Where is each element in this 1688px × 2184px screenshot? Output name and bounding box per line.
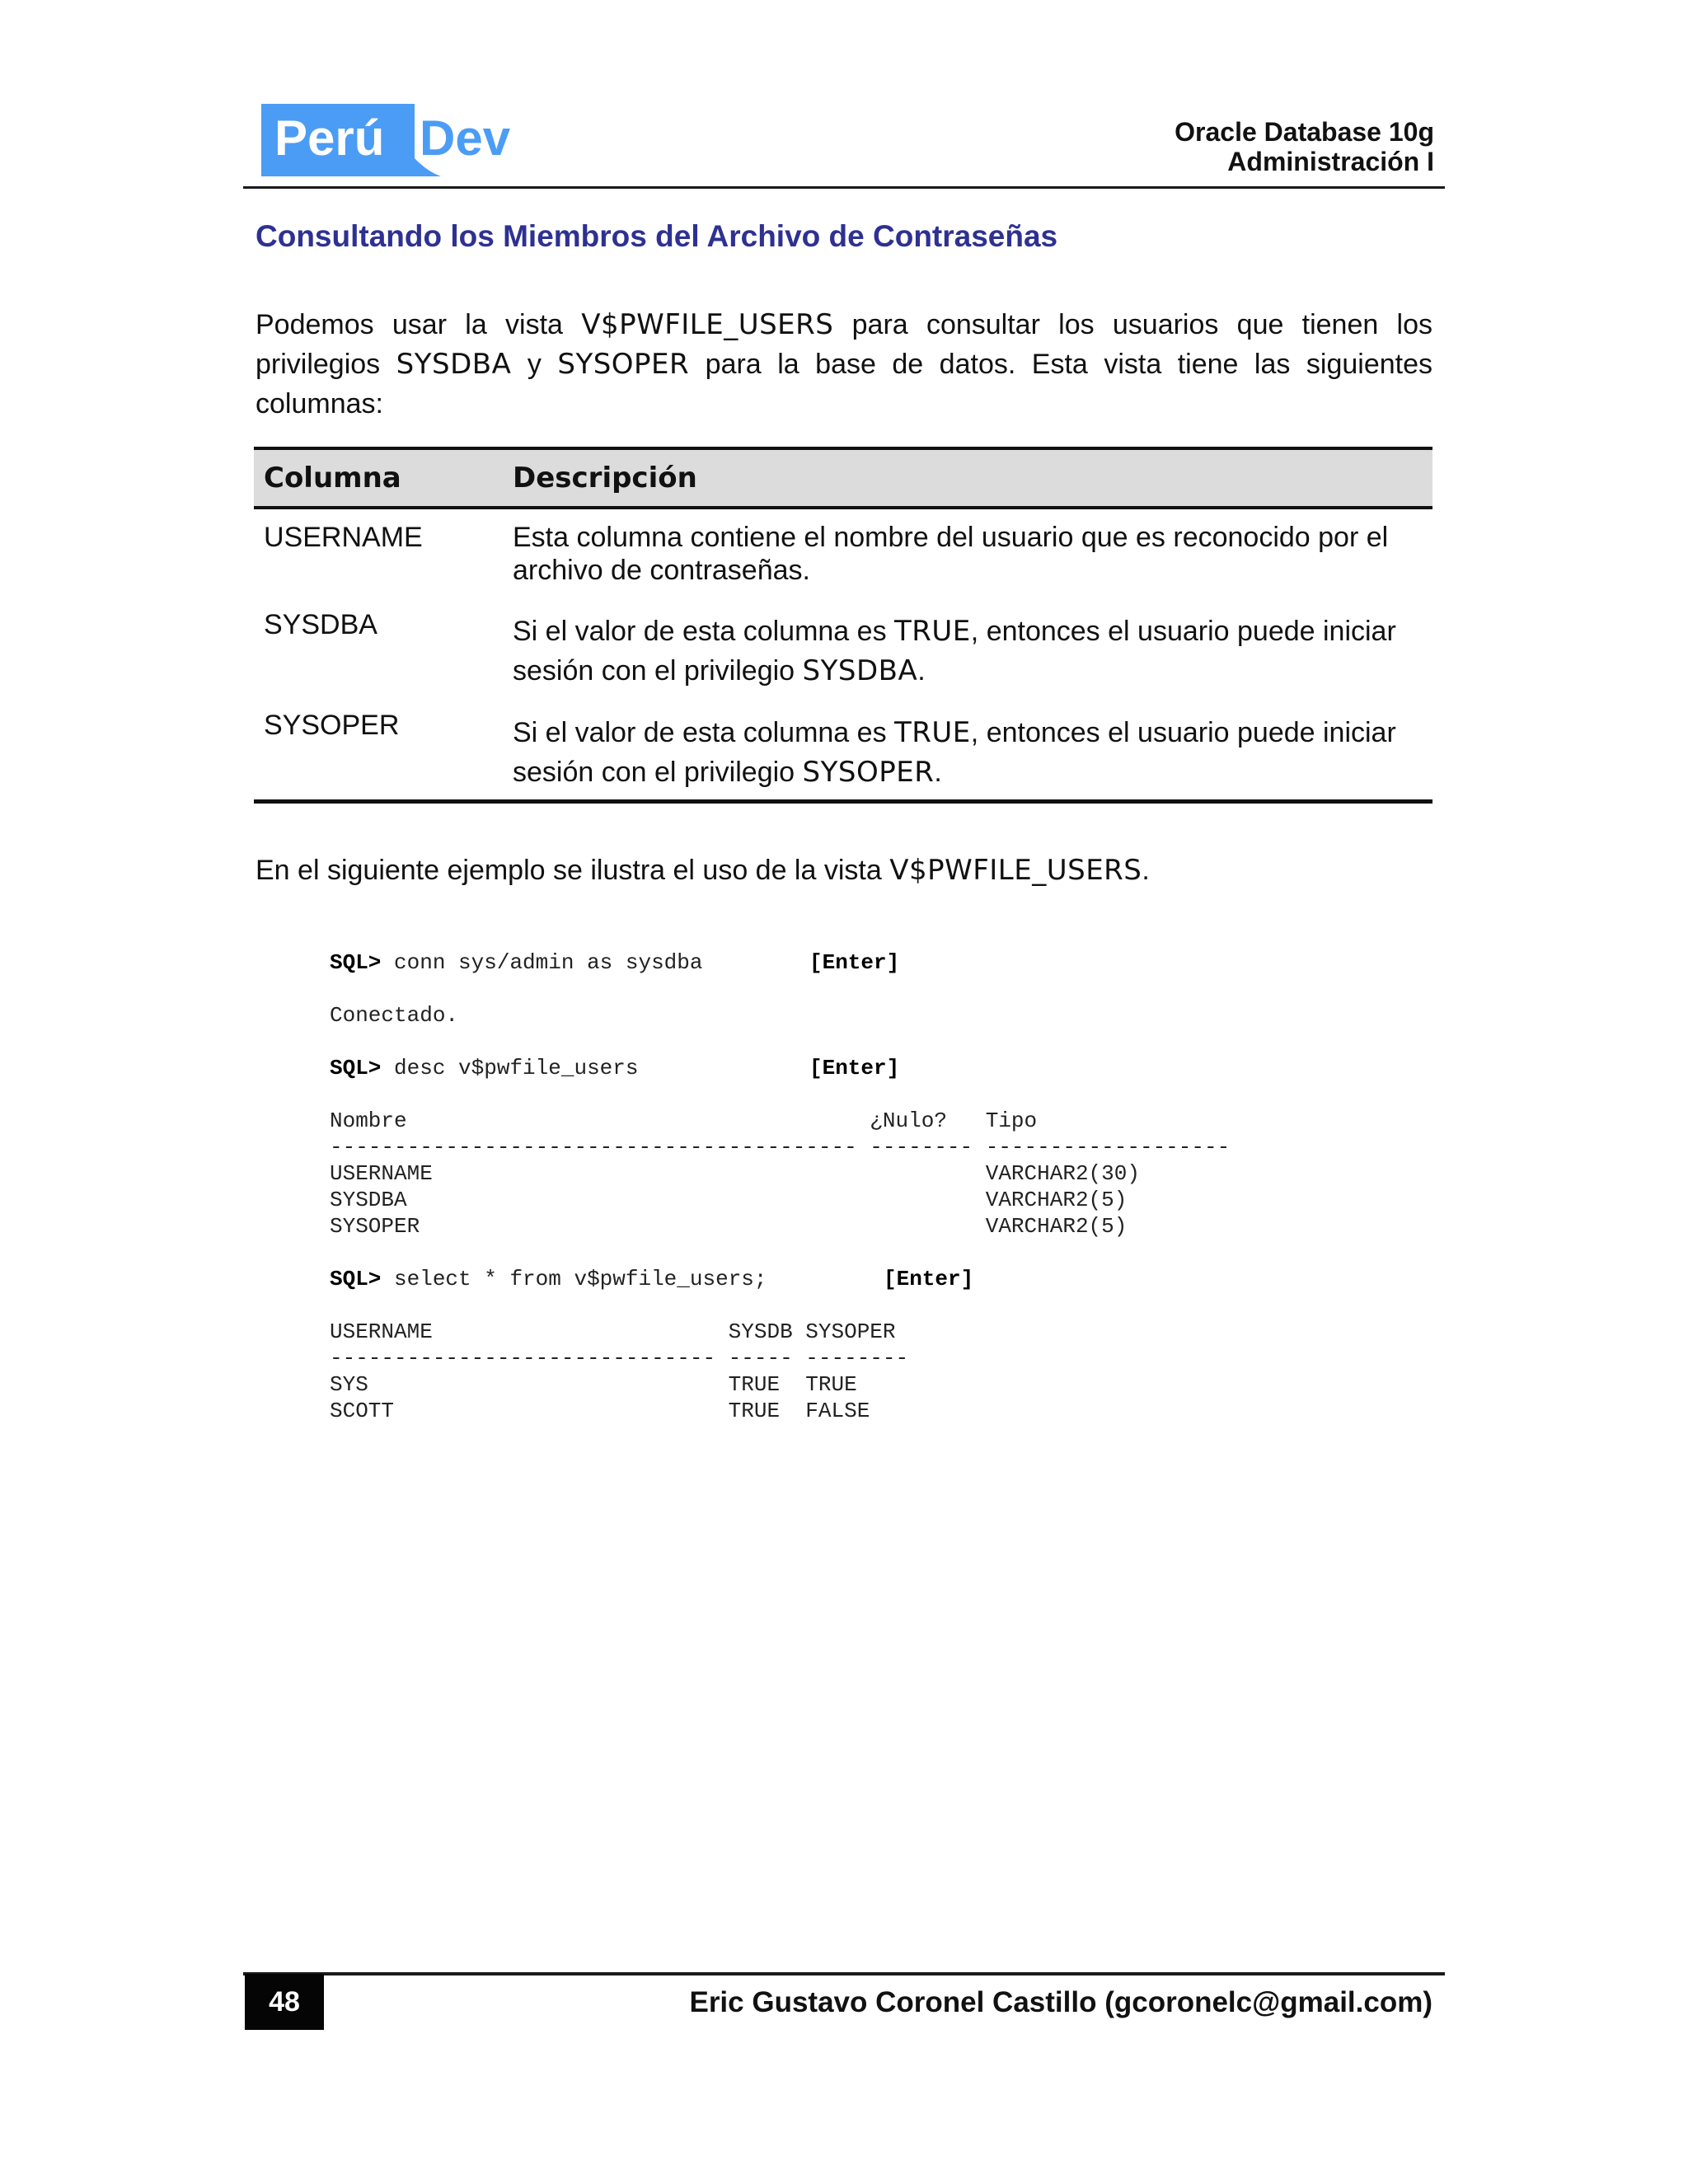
page-number: 48 xyxy=(245,1974,324,2030)
footer-author: Eric Gustavo Coronel Castillo (gcoronelc@gmail.com) xyxy=(689,1986,1432,2018)
intro-text-1: Podemos usar la vista xyxy=(256,309,582,340)
code-line-conn: SQL> conn sys/admin as sysdba [Enter] xyxy=(330,950,900,975)
logo-text-right: Dev xyxy=(420,110,511,166)
section-title: Consultando los Miembros del Archivo de Contraseñas xyxy=(256,219,1058,253)
true-value: TRUE xyxy=(894,716,971,749)
table-header xyxy=(254,450,1432,506)
table-row-name: SYSOPER xyxy=(264,710,400,741)
header-book-title xyxy=(1175,117,1434,176)
example-intro: En el siguiente ejemplo se ilustra el uso de la vista V$PWFILE_USERS. xyxy=(256,854,1150,887)
enter-key-label: [Enter] xyxy=(809,1056,900,1080)
code-line-desc: SQL> desc v$pwfile_users [Enter] xyxy=(330,1056,900,1080)
enter-key-label: [Enter] xyxy=(809,950,900,975)
book-title: Oracle Database 10g xyxy=(1175,117,1434,147)
intro-paragraph xyxy=(256,305,1432,424)
desc-output-header: Nombre ¿Nulo? Tipo xyxy=(330,1108,1038,1133)
view-name: V$PWFILE_USERS xyxy=(889,854,1142,887)
header-divider xyxy=(243,186,1445,189)
table-row-desc: Si el valor de esta columna es TRUE, entonces el usuario puede iniciar sesión con el privilegio SYSOPER. xyxy=(513,716,1396,789)
privilege-name: SYSOPER xyxy=(802,756,935,789)
book-subtitle: Administración I xyxy=(1227,147,1434,176)
true-value: TRUE xyxy=(894,615,971,648)
header-columna: Columna xyxy=(264,462,401,494)
select-output-rule: ------------------------------ ----- -------- xyxy=(330,1346,909,1371)
select-output-header: USERNAME SYSDB SYSOPER xyxy=(330,1319,896,1344)
code-line-connected: Conectado. xyxy=(330,1003,459,1028)
footer-divider xyxy=(243,1972,1445,1975)
intro-text-4: para la base de datos. Esta vista tiene las siguientes columnas: xyxy=(256,349,1432,419)
table-body xyxy=(254,509,1432,799)
intro-text-3: y xyxy=(511,349,558,380)
columns-table xyxy=(254,447,1432,804)
table-row-name: USERNAME xyxy=(264,522,423,553)
enter-key-label: [Enter] xyxy=(884,1267,974,1291)
desc-output-rule: ----------------------------------------- -------- ------------------- xyxy=(330,1135,1231,1160)
peru-dev-logo xyxy=(258,101,530,180)
header-descripcion: Descripción xyxy=(513,462,697,494)
table-row-desc: Esta columna contiene el nombre del usuario que es reconocido por el archivo de contraseñas. xyxy=(513,522,1389,586)
privilege-sysoper: SYSOPER xyxy=(557,348,690,381)
privilege-sysdba: SYSDBA xyxy=(396,348,512,381)
privilege-name: SYSDBA xyxy=(802,654,918,687)
code-line-select: SQL> select * from v$pwfile_users; [Enter] xyxy=(330,1267,974,1291)
intro-text-2: para consultar los usuarios que tienen los privilegios xyxy=(256,309,1432,380)
table-row-name: SYSDBA xyxy=(264,609,377,640)
table-bottom-rule xyxy=(254,799,1432,804)
view-name: V$PWFILE_USERS xyxy=(581,308,834,341)
table-row-desc: Si el valor de esta columna es TRUE, entonces el usuario puede iniciar sesión con el privilegio SYSDBA. xyxy=(513,615,1396,687)
logo-text-left: Perú xyxy=(274,110,385,166)
desc-output-rows: USERNAME VARCHAR2(30) SYSDBA VARCHAR2(5) SYSOPER VARCHAR2(5) xyxy=(330,1161,1140,1239)
select-output-rows: SYS TRUE TRUE SCOTT TRUE FALSE xyxy=(330,1372,870,1423)
